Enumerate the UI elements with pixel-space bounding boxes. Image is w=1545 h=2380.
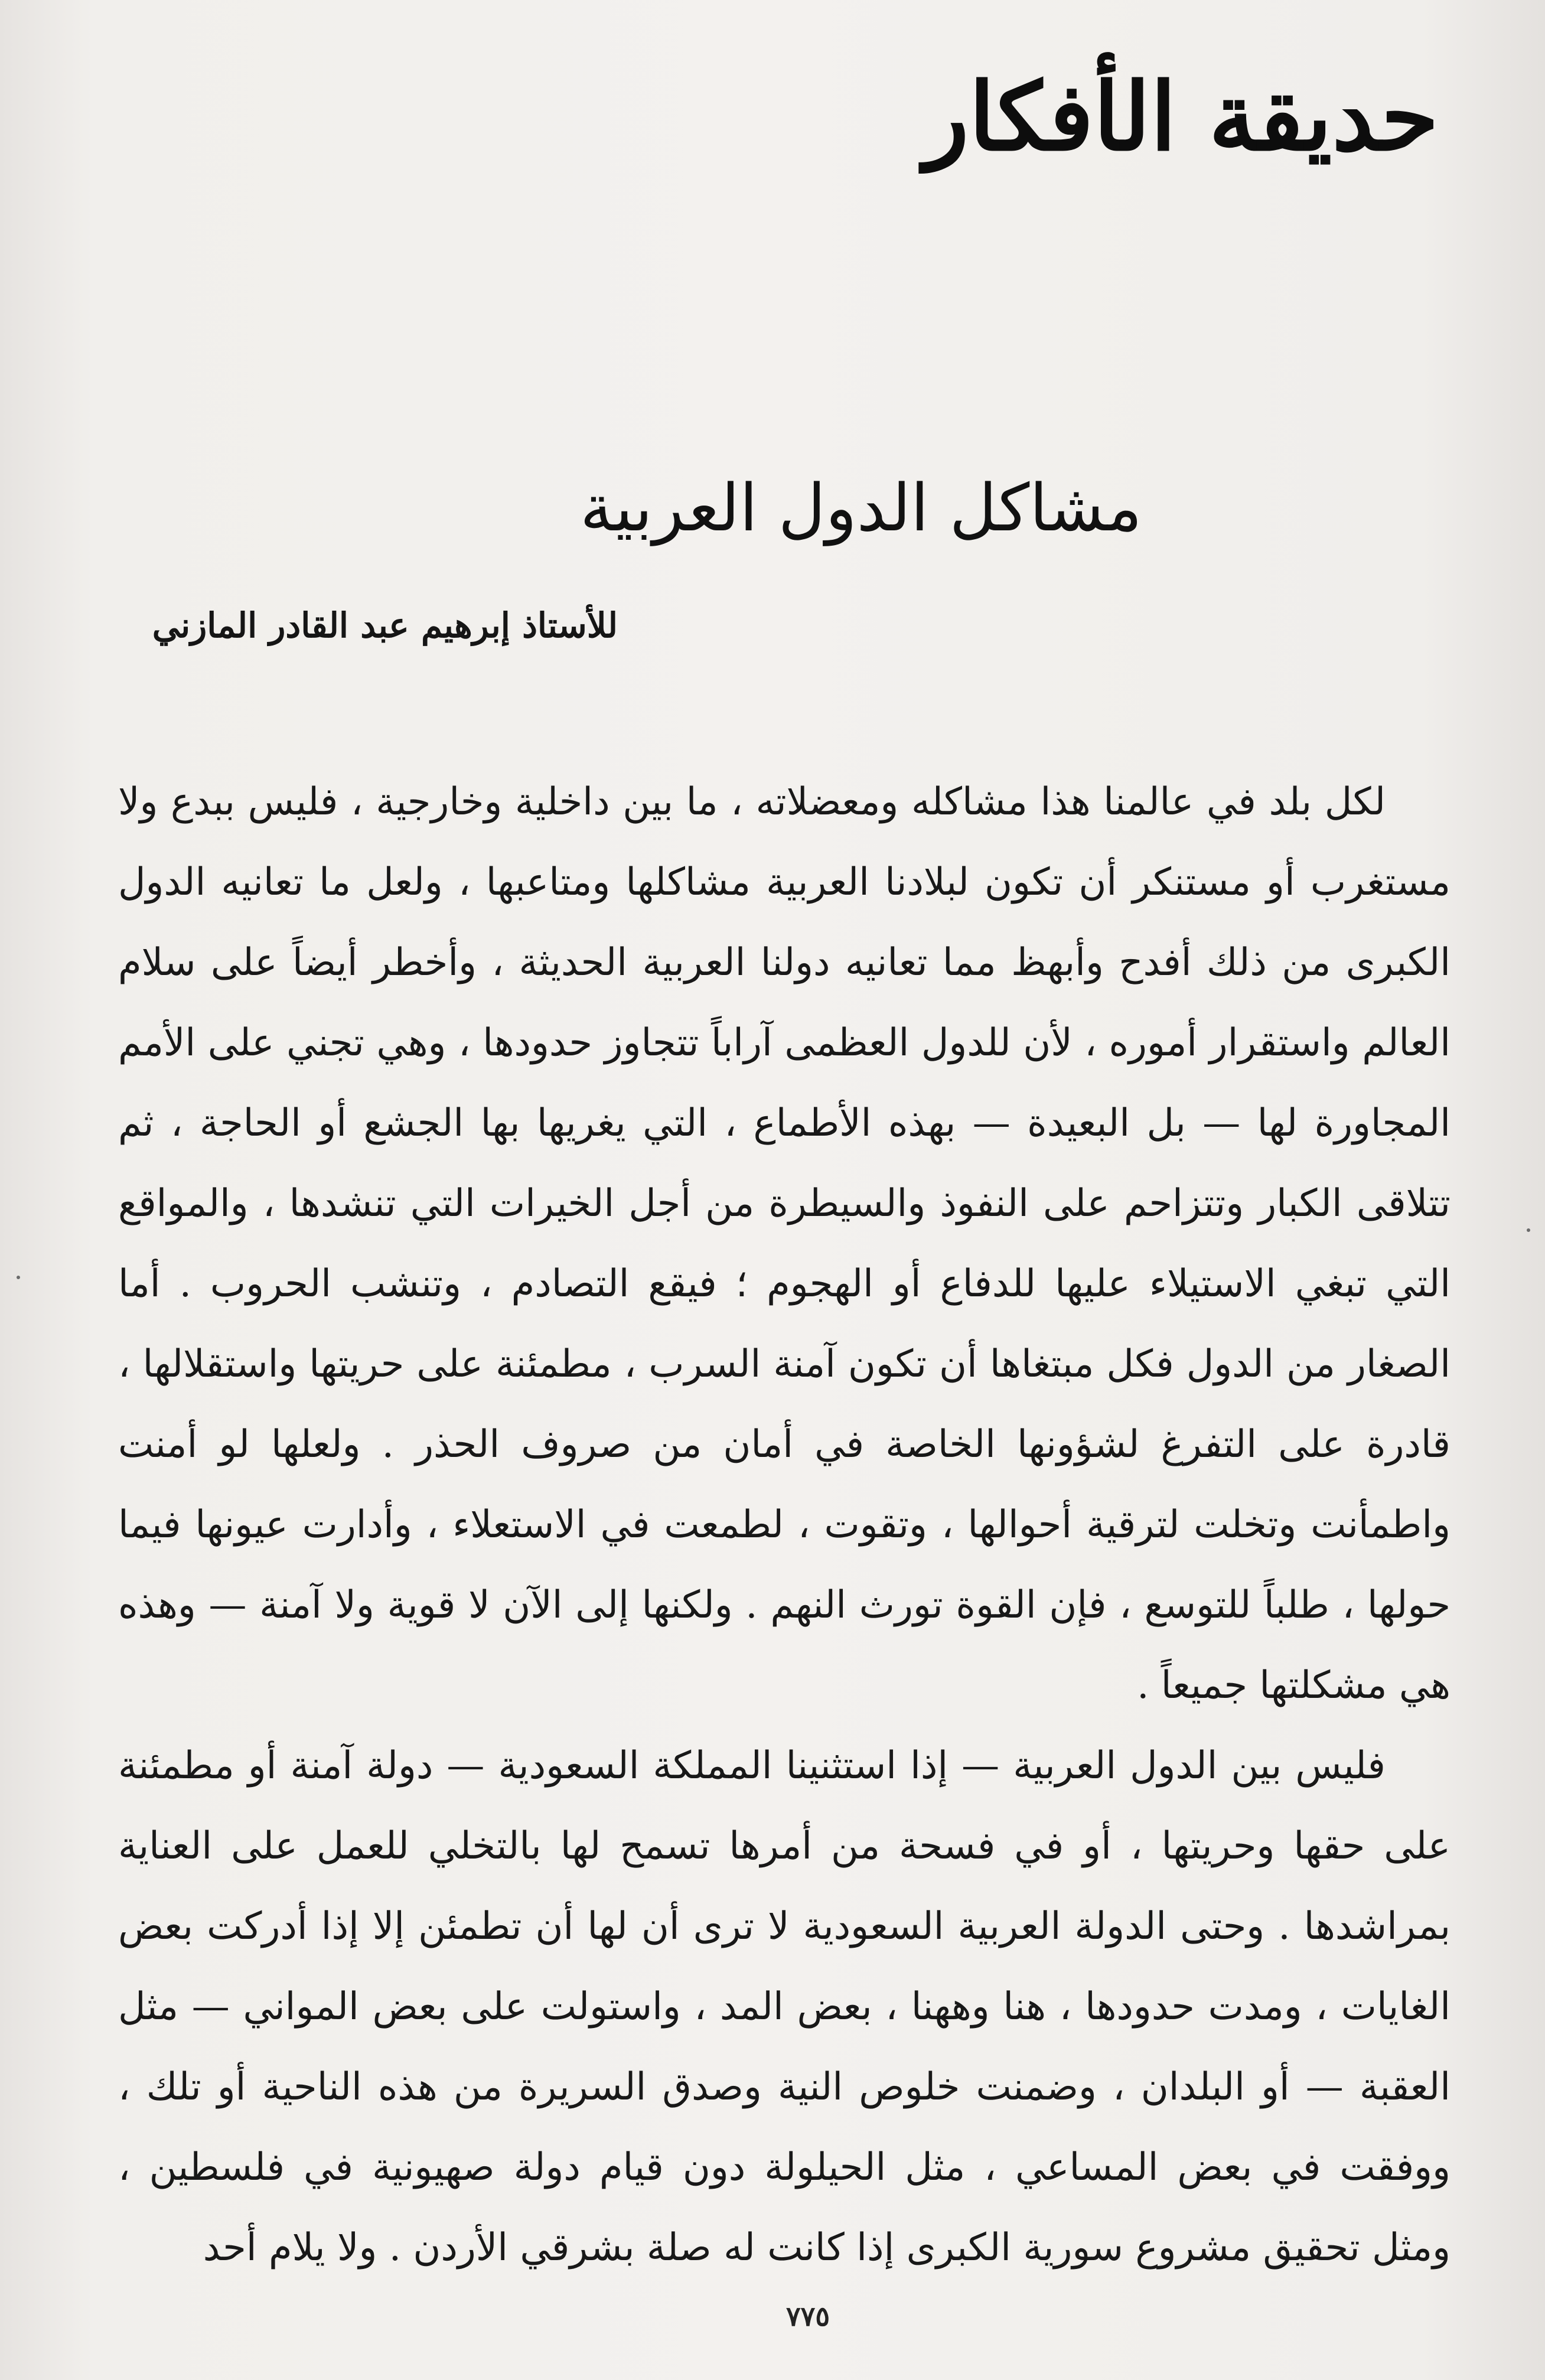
article-byline: للأستاذ إبرهيم عبد القادر المازني	[152, 605, 618, 645]
section-header: حديقة الأفكار	[924, 63, 1439, 172]
scan-speck	[17, 1276, 20, 1279]
article-body	[118, 762, 1451, 2288]
paragraph-2: فليس بين الدول العربية — إذا استثنينا المملكة السعودية — دولة آمنة أو مطمئنة على حقها وحريتها ، أو في فسحة من أمرها تسمح لها بالتخلي للعمل على العناية بمراشدها . وحتى الدولة العربية السعودية لا ترى أن لها أن تطمئن إلا إذا أدركت بعض الغايات ، ومدت حدودها ، هنا وههنا ، بعض المد ، واستولت على بعض المواني — مثل العقبة — أو البلدان ، وضمنت خلوص النية وصدق السريرة من هذه الناحية أو تلك ، ووفقت في بعض المساعي ، مثل الحيلولة دون قيام دولة صهيونية في فلسطين ، ومثل تحقيق مشروع سورية الكبرى إذا كانت له صلة بشرقي الأردن . ولا يلام أحد	[118, 1744, 1451, 2270]
article-title: مشاكل الدول العربية	[580, 470, 1142, 546]
scan-speck	[1527, 1228, 1530, 1232]
page-number: ٧٧٥	[785, 2300, 830, 2332]
paragraph-1: لكل بلد في عالمنا هذا مشاكله ومعضلاته ، ما بين داخلية وخارجية ، فليس ببدع ولا مستغرب أو مستنكر أن تكون لبلادنا العربية مشاكلها ومتاعبها ، ولعل ما تعانيه الدول الكبرى من ذلك أفدح وأبهظ مما تعانيه دولنا العربية الحديثة ، وأخطر أيضاً على سلام العالم واستقرار أموره ، لأن للدول العظمى آراباً تتجاوز حدودها ، وهي تجني على الأمم المجاورة لها — بل البعيدة — بهذه الأطماع ، التي يغريها بها الجشع أو الحاجة ، ثم تتلاقى الكبار وتتزاحم على النفوذ والسيطرة من أجل الخيرات التي تنشدها ، والمواقع التي تبغي الاستيلاء عليها للدفاع أو الهجوم ؛ فيقع التصادم ، وتنشب الحروب . أما الصغار من الدول فكل مبتغاها أن تكون آمنة السرب ، مطمئنة على حريتها واستقلالها ، قادرة على التفرغ لشؤونها الخاصة في أمان من صروف الحذر . ولعلها لو أمنت واطمأنت وتخلت لترقية أحوالها ، وتقوت ، لطمعت في الاستعلاء ، وأدارت عيونها فيما حولها ، طلباً للتوسع ، فإن القوة تورث النهم . ولكنها إلى الآن لا قوية ولا آمنة — وهذه هي مشكلتها جميعاً .	[118, 780, 1451, 1707]
